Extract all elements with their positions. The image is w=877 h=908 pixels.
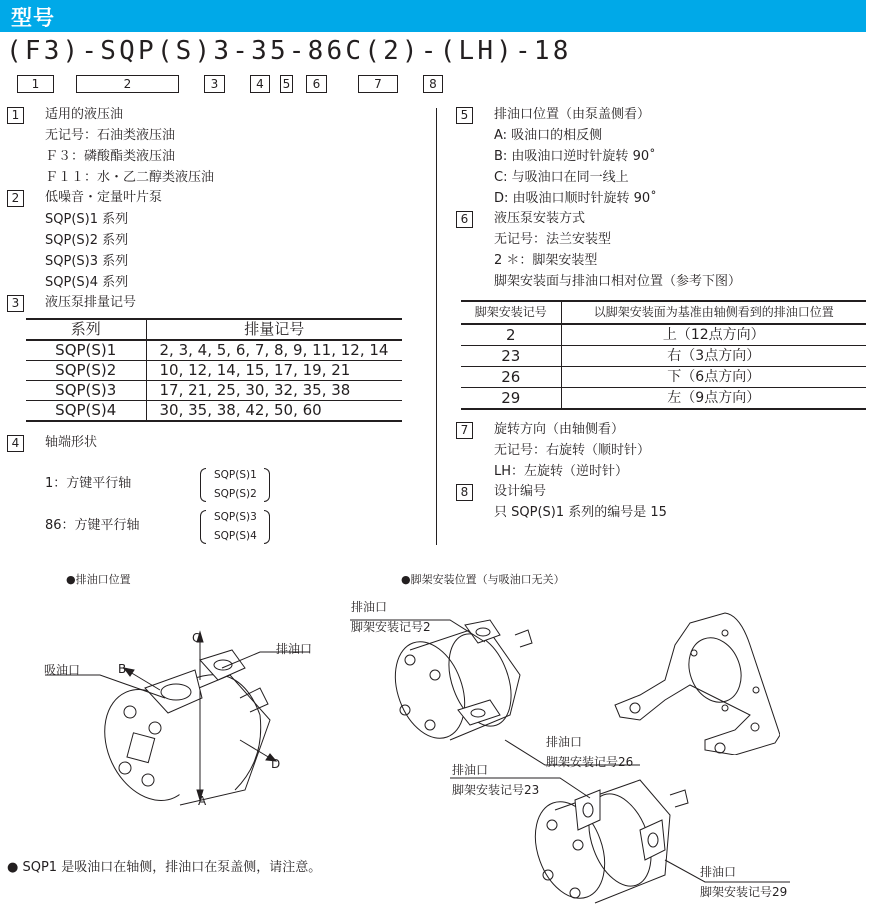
callout-code: 脚架安装记号26	[546, 755, 634, 769]
shaft-series-bracket	[200, 508, 270, 546]
label-suction-port: 吸油口	[44, 663, 81, 677]
shaft-series-bracket	[200, 466, 270, 504]
code-box-7: 7	[358, 75, 398, 93]
section-2-line: SQP(S)4 系列	[45, 275, 129, 290]
displacement-cell: 10, 12, 14, 15, 17, 19, 21	[159, 361, 351, 379]
label-direction-b: B	[118, 662, 127, 676]
code-box-3: 3	[204, 75, 225, 93]
label-discharge-port: 排油口	[276, 642, 313, 656]
port-position-cell: 左（9点方向）	[667, 390, 761, 406]
series-cell: SQP(S)3	[26, 381, 146, 401]
table-row	[26, 361, 402, 381]
table-header-row	[461, 301, 866, 324]
section-5-line: D: 由吸油口顺时针旋转 90˚	[494, 191, 657, 206]
callout-code: 脚架安装记号29	[700, 885, 788, 899]
code-box-2: 2	[76, 75, 179, 93]
table-row	[26, 381, 402, 401]
section-number-7: 7	[456, 422, 473, 439]
section-1-line: Ｆ１１：水・乙二醇类液压油	[45, 170, 215, 185]
section-8-title: 设计编号	[494, 484, 547, 499]
series-cell: SQP(S)4	[26, 401, 146, 422]
section-5-line: C: 与吸油口在同一线上	[494, 170, 629, 185]
code-box-5: 5	[280, 75, 293, 93]
code-box-1: 1	[17, 75, 54, 93]
section-8-line: 只 SQP(S)1 系列的编号是 15	[494, 505, 667, 520]
table-row	[461, 324, 866, 346]
table-row	[461, 388, 866, 410]
col-header-port-position: 以脚架安装面为基准由轴侧看到的排油口位置	[593, 305, 834, 319]
section-number-4: 4	[7, 435, 24, 452]
section-7-line: LH：左旋转（逆时针）	[494, 464, 629, 479]
section-number-1: 1	[7, 107, 24, 124]
section-7-line: 无记号：右旋转（顺时针）	[494, 443, 651, 458]
foot-code-cell: 26	[461, 367, 561, 388]
displacement-cell: 17, 21, 25, 30, 32, 35, 38	[159, 381, 351, 399]
section-5-line: B: 由吸油口逆时针旋转 90˚	[494, 149, 656, 164]
label-direction-c: C	[192, 631, 201, 645]
section-2-line: SQP(S)3 系列	[45, 254, 129, 269]
port-position-cell: 右（3点方向）	[667, 348, 761, 364]
model-code-example: (F3)-SQP(S)3-35-86C(2)-(LH)-18	[6, 36, 572, 66]
section-1-line: 无记号：石油类液压油	[45, 128, 176, 143]
callout-port: 排油口	[700, 865, 737, 879]
section-1-line: Ｆ３：磷酸酯类液压油	[45, 149, 176, 164]
code-box-4: 4	[250, 75, 270, 93]
shaft-series: SQP(S)1	[214, 469, 257, 481]
callout-port: 排油口	[452, 763, 489, 777]
section-2-title: 低噪音・定量叶片泵	[45, 190, 163, 205]
label-direction-d: D	[271, 757, 281, 771]
series-cell: SQP(S)2	[26, 361, 146, 381]
column-divider	[436, 108, 437, 545]
section-number-2: 2	[7, 190, 24, 207]
shaft-option-label: 86：方键平行轴	[45, 518, 140, 533]
table-row	[461, 367, 866, 388]
section-1-title: 适用的液压油	[45, 107, 124, 122]
port-position-cell: 下（6点方向）	[667, 369, 761, 385]
figure-caption-foot-mount: ●脚架安装位置（与吸油口无关）	[401, 573, 565, 586]
section-6-line: 无记号：法兰安装型	[494, 232, 612, 247]
series-cell: SQP(S)1	[26, 340, 146, 361]
shaft-series: SQP(S)4	[214, 530, 257, 542]
section-number-5: 5	[456, 107, 473, 124]
shaft-series: SQP(S)2	[214, 488, 257, 500]
table-row	[26, 340, 402, 361]
code-box-6: 6	[306, 75, 327, 93]
table-row	[26, 401, 402, 422]
col-header-displacement: 排量记号	[244, 320, 305, 338]
callout-port: 排油口	[351, 600, 388, 614]
foot-code-cell: 29	[461, 388, 561, 410]
section-6-title: 液压泵安装方式	[494, 211, 586, 226]
section-5-line: A: 吸油口的相反侧	[494, 128, 603, 143]
foot-bracket-diagram	[610, 605, 780, 755]
table-header-row	[26, 319, 402, 340]
section-3-title: 液压泵排量记号	[45, 295, 137, 310]
callout-code: 脚架安装记号23	[452, 783, 540, 797]
callout-port: 排油口	[546, 735, 583, 749]
displacement-cell: 30, 35, 38, 42, 50, 60	[159, 401, 322, 419]
label-direction-a: A	[198, 794, 207, 808]
callout-code: 脚架安装记号2	[351, 620, 431, 634]
section-number-3: 3	[7, 295, 24, 312]
footnote: ● SQP1 是吸油口在轴侧，排油口在泵盖侧，请注意。	[7, 860, 322, 875]
shaft-option-label: 1：方键平行轴	[45, 476, 132, 491]
col-header-series: 系列	[26, 319, 146, 340]
section-2-line: SQP(S)2 系列	[45, 233, 129, 248]
section-6-line: 2 ＊：脚架安装型	[494, 253, 598, 268]
section-title: 型号	[11, 6, 55, 30]
code-box-8: 8	[423, 75, 443, 93]
foot-code-cell: 23	[461, 346, 561, 367]
table-row	[461, 346, 866, 367]
shaft-series: SQP(S)3	[214, 511, 257, 523]
displacement-cell: 2, 3, 4, 5, 6, 7, 8, 9, 11, 12, 14	[159, 341, 389, 359]
port-position-cell: 上（12点方向）	[662, 327, 765, 343]
foot-code-cell: 2	[461, 324, 561, 346]
section-number-8: 8	[456, 484, 473, 501]
col-header-foot-code: 脚架安装记号	[461, 301, 561, 324]
section-4-title: 轴端形状	[45, 435, 98, 450]
section-header	[0, 0, 866, 32]
foot-mount-table	[461, 300, 866, 410]
figure-caption-port-position: ●排油口位置	[66, 573, 131, 586]
section-number-6: 6	[456, 211, 473, 228]
section-2-line: SQP(S)1 系列	[45, 212, 129, 227]
section-6-line: 脚架安装面与排油口相对位置（参考下图）	[494, 274, 742, 289]
section-7-title: 旋转方向（由轴侧看）	[494, 422, 625, 437]
section-5-title: 排油口位置（由泵盖侧看）	[494, 107, 651, 122]
displacement-table	[26, 318, 402, 422]
